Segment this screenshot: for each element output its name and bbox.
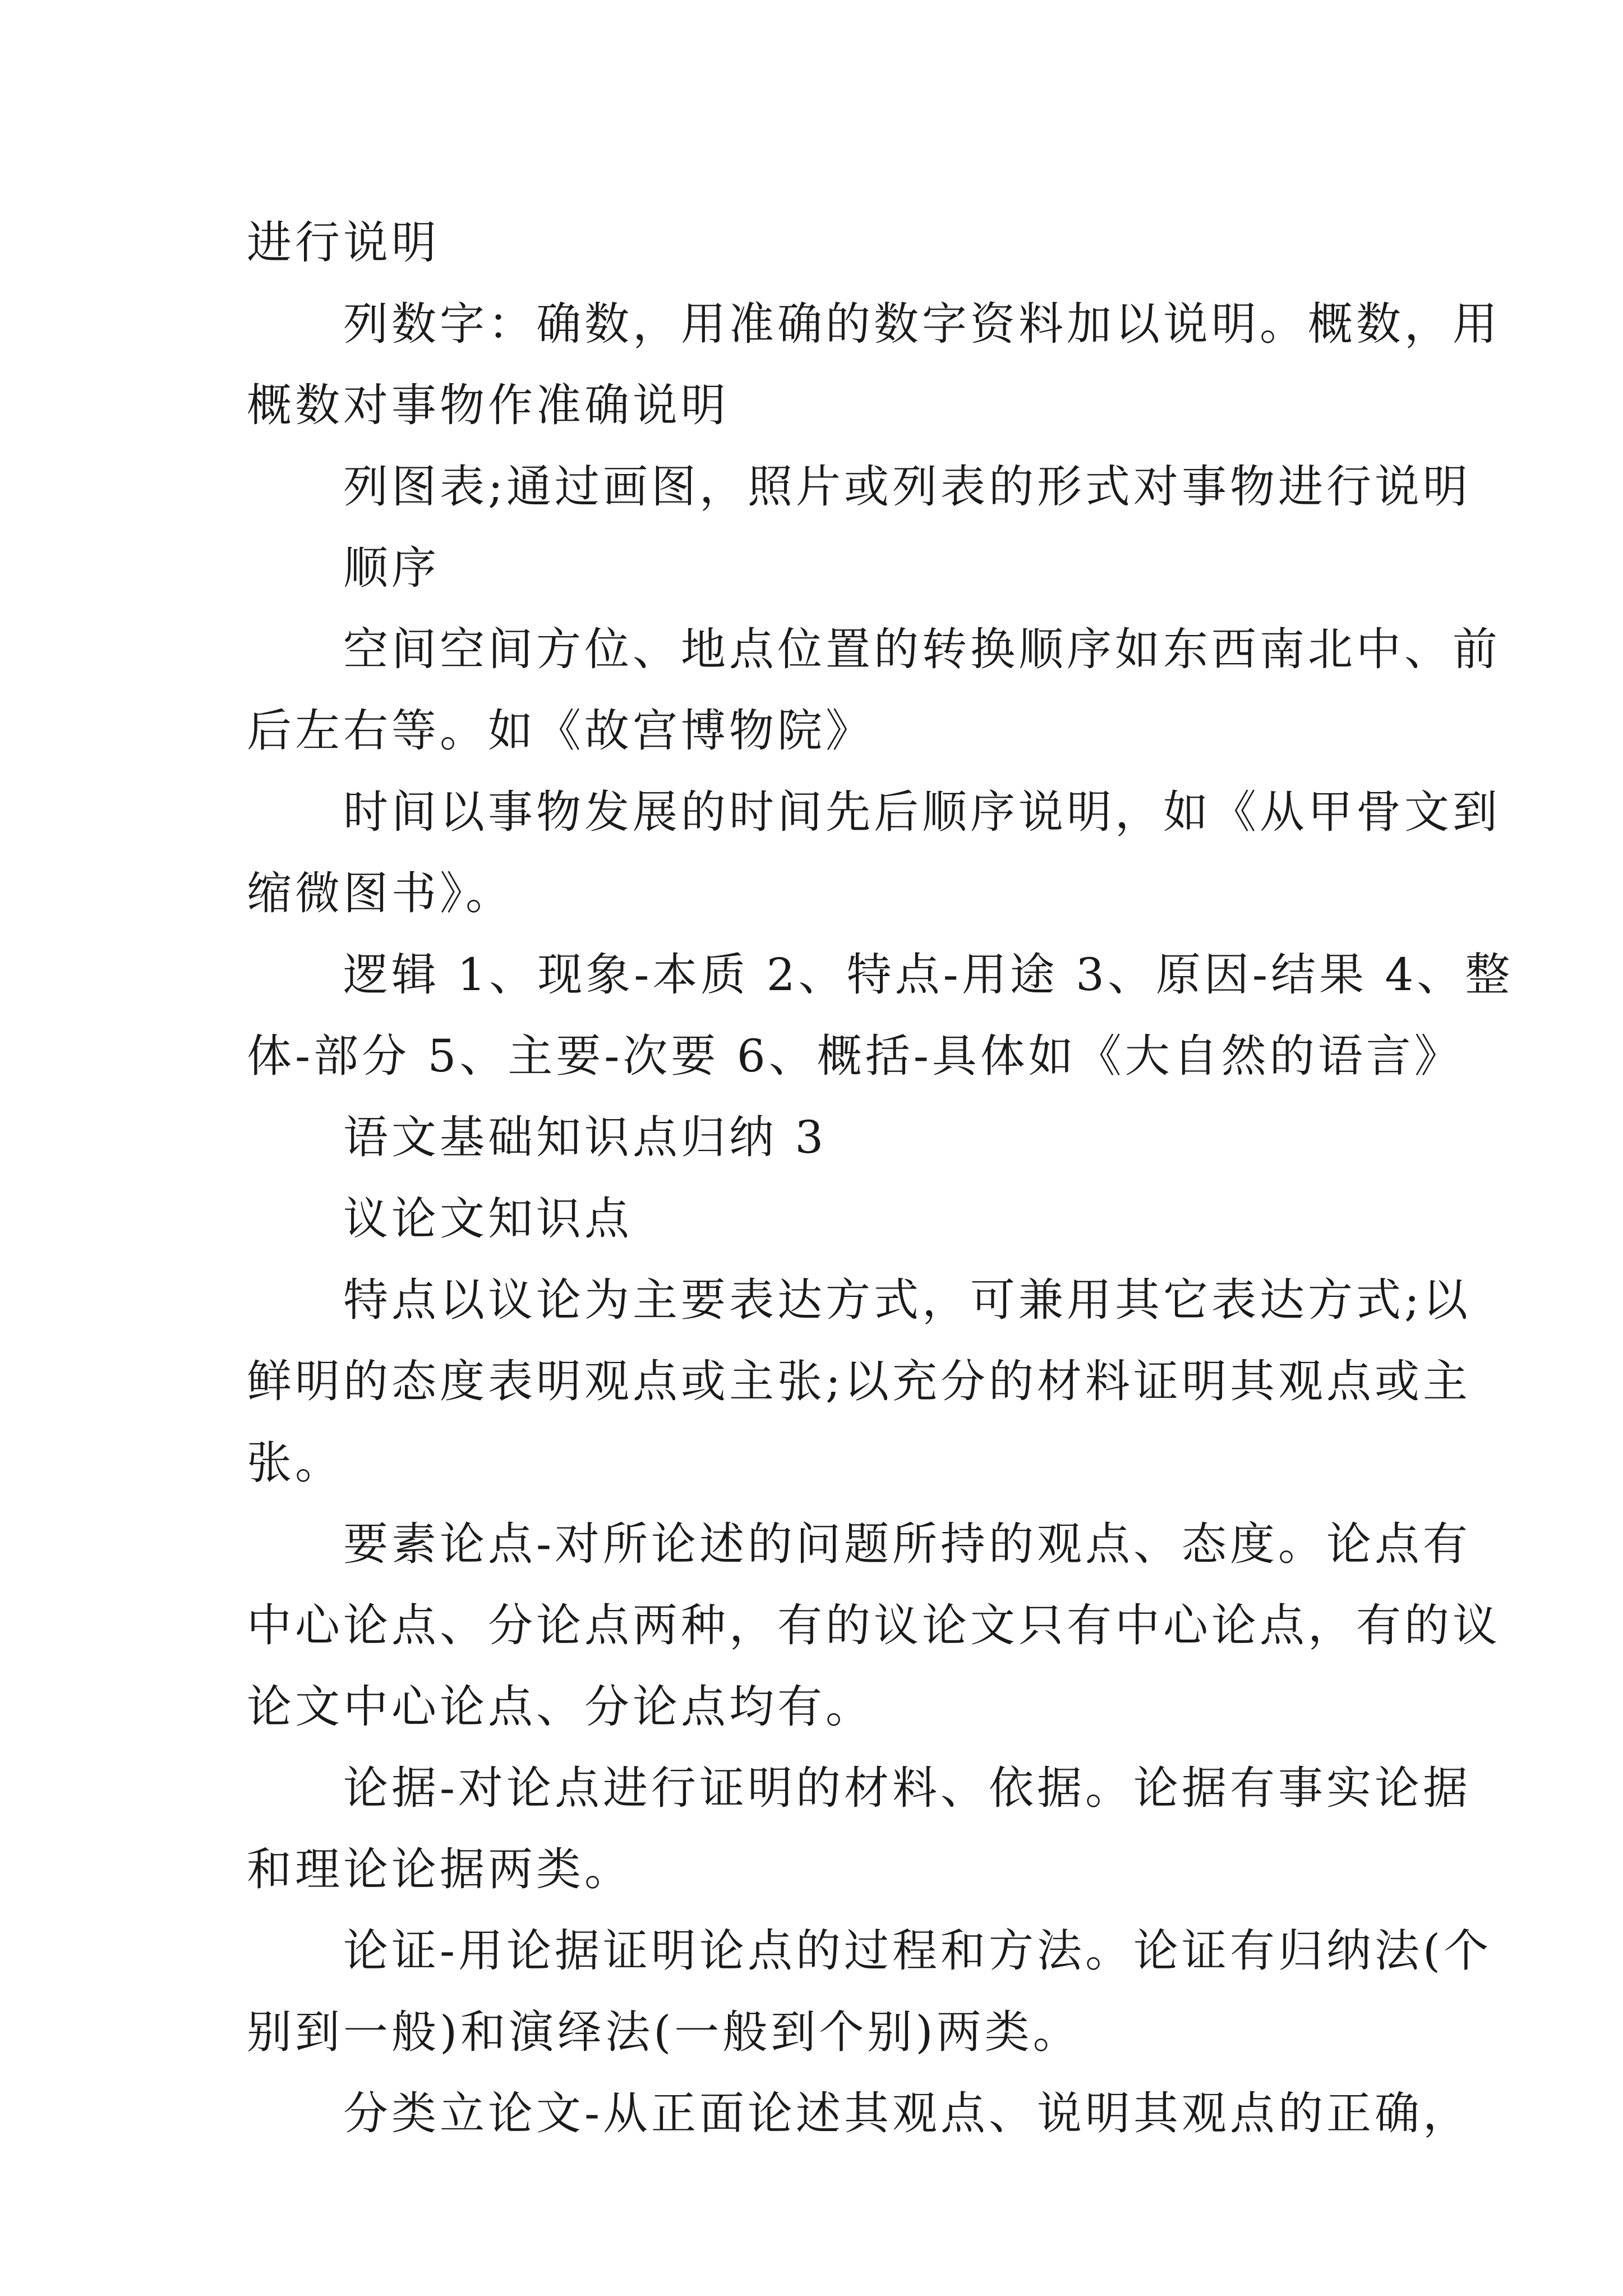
text-line: 和理论论据两类。	[247, 1843, 633, 1895]
text-line: 论文中心论点、分论点均有。	[247, 1681, 874, 1733]
text-line: 特点以议论为主要表达方式，可兼用其它表达方式;以	[247, 1274, 1471, 1326]
text-line: 分类立论文-从正面论述其观点、说明其观点的正确，	[247, 2087, 1472, 2139]
text-line: 列图表;通过画图，照片或列表的形式对事物进行说明	[247, 461, 1471, 513]
text-line: 时间以事物发展的时间先后顺序说明，如《从甲骨文到	[247, 786, 1501, 838]
text-line: 进行说明	[247, 217, 440, 269]
text-line: 要素论点-对所论述的问题所持的观点、态度。论点有	[247, 1518, 1472, 1570]
body-text	[247, 202, 1514, 2154]
text-line: 后左右等。如《故宫博物院》	[247, 705, 874, 757]
text-line: 空间空间方位、地点位置的转换顺序如东西南北中、前	[247, 623, 1501, 675]
text-line: 中心论点、分论点两种，有的议论文只有中心论点，有的议	[247, 1599, 1501, 1651]
text-line: 张。	[247, 1437, 343, 1489]
text-line: 列数字：确数，用准确的数字资料加以说明。概数，用	[247, 298, 1501, 350]
text-line: 鲜明的态度表明观点或主张;以充分的材料证明其观点或主	[247, 1355, 1471, 1407]
text-line: 缩微图书》。	[247, 867, 514, 919]
text-line: 论证-用论据证明论点的过程和方法。论证有归纳法(个	[247, 1925, 1492, 1977]
text-line: 顺序	[247, 542, 440, 594]
text-line: 概数对事物作准确说明	[247, 379, 729, 431]
text-line: 语文基础知识点归纳 3	[247, 1111, 827, 1163]
text-line: 论据-对论点进行证明的材料、依据。论据有事实论据	[247, 1762, 1472, 1814]
text-line: 逻辑 1、现象-本质 2、特点-用途 3、原因-结果 4、整	[247, 949, 1514, 1001]
text-line: 别到一般)和演绎法(一般到个别)两类。	[247, 2006, 1081, 2058]
text-line: 议论文知识点	[247, 1193, 633, 1245]
text-line: 体-部分 5、主要-次要 6、概括-具体如《大自然的语言》	[247, 1030, 1463, 1082]
